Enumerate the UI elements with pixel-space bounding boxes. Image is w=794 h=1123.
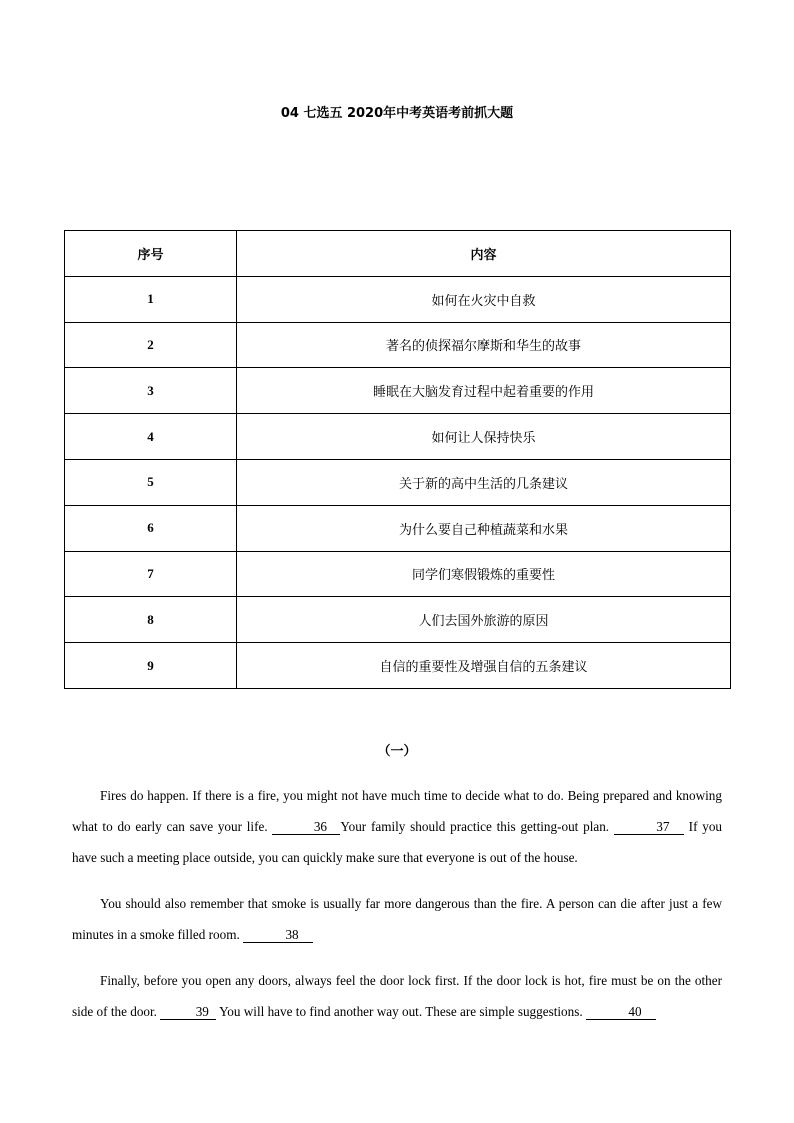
table-row: [65, 597, 731, 643]
table-row: [65, 322, 731, 368]
row-number: 9: [65, 643, 237, 689]
table-header-row: [65, 231, 731, 277]
column-header-content: 内容: [237, 231, 731, 277]
page-title: 04 七选五 2020年中考英语考前抓大题: [280, 106, 514, 121]
table-row: [65, 551, 731, 597]
topic-table: [64, 230, 731, 689]
row-content: 同学们寒假锻炼的重要性: [237, 551, 731, 597]
passage-text: Finally, before you open any doors, always feel the door lock first. If the door lock is hot, fire must be on the other side of the door.: [72, 973, 722, 1019]
table-row: [65, 643, 731, 689]
row-content: 睡眠在大脑发育过程中起着重要的作用: [237, 368, 731, 414]
section-heading: （一）: [377, 744, 417, 759]
row-number: 6: [65, 505, 237, 551]
passage-text: You should also remember that smoke is usually far more dangerous than the fire. A person can die after just a few minutes in a smoke filled room.: [72, 896, 722, 942]
row-content: 如何在火灾中自救: [237, 276, 731, 322]
table-row: [65, 368, 731, 414]
paragraph-1: [72, 780, 722, 873]
row-content: 人们去国外旅游的原因: [237, 597, 731, 643]
row-number: 3: [65, 368, 237, 414]
row-number: 2: [65, 322, 237, 368]
column-header-number: 序号: [65, 231, 237, 277]
row-content: 自信的重要性及增强自信的五条建议: [237, 643, 731, 689]
blank-36[interactable]: 36: [272, 819, 340, 835]
blank-39[interactable]: 39: [160, 1004, 216, 1020]
row-number: 1: [65, 276, 237, 322]
paragraph-3: [72, 965, 722, 1027]
blank-38[interactable]: 38: [243, 927, 313, 943]
row-content: 著名的侦探福尔摩斯和华生的故事: [237, 322, 731, 368]
row-content: 如何让人保持快乐: [237, 414, 731, 460]
row-number: 4: [65, 414, 237, 460]
row-number: 8: [65, 597, 237, 643]
table-row: [65, 505, 731, 551]
row-number: 5: [65, 459, 237, 505]
row-content: 关于新的高中生活的几条建议: [237, 459, 731, 505]
passage-text: You will have to find another way out. These are simple suggestions.: [219, 1004, 583, 1019]
paragraph-2: [72, 888, 722, 950]
passage-text: Your family should practice this getting-out plan.: [340, 819, 610, 834]
blank-40[interactable]: 40: [586, 1004, 656, 1020]
table-row: [65, 276, 731, 322]
row-number: 7: [65, 551, 237, 597]
passage-text: If you have such a meeting place outside, you can quickly make sure that everyone is out of the house.: [72, 819, 723, 865]
blank-37[interactable]: 37: [614, 819, 684, 835]
table-row: [65, 414, 731, 460]
table-row: [65, 459, 731, 505]
passage-text: Fires do happen. If there is a fire, you might not have much time to decide what to do. Being prepared and knowing what to do early can save your life.: [72, 788, 722, 834]
row-content: 为什么要自己种植蔬菜和水果: [237, 505, 731, 551]
